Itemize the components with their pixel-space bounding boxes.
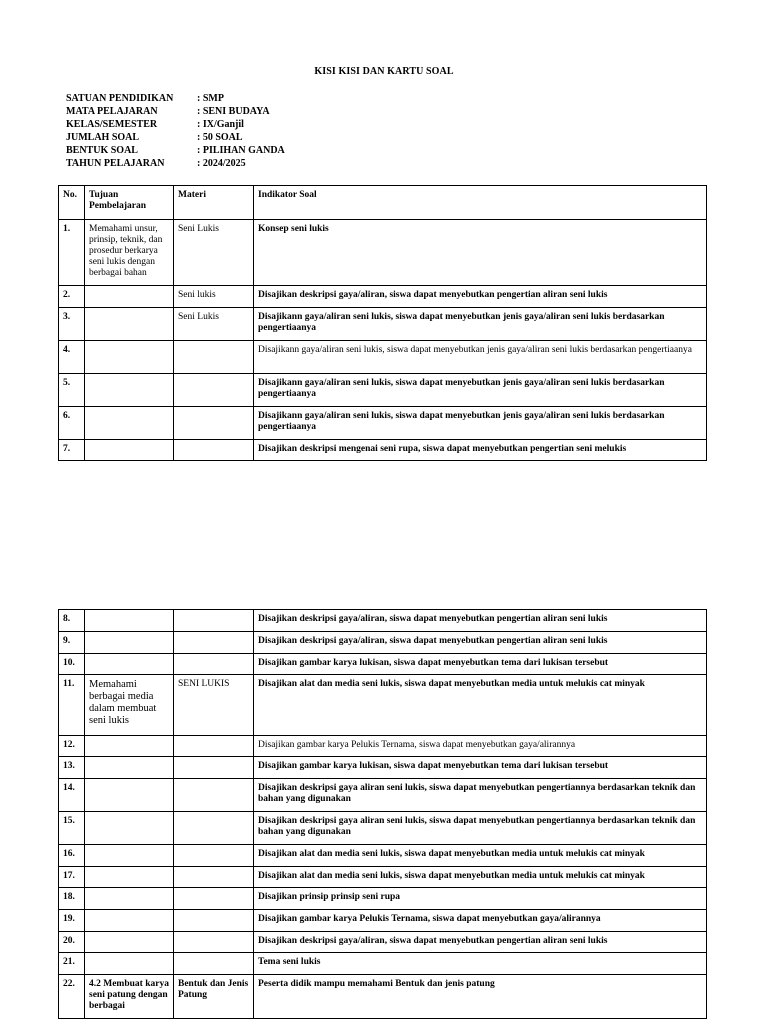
cell-indikator: Disajikan deskripsi gaya/aliran, siswa dapat menyebutkan pengertian aliran seni lukis [254, 932, 707, 953]
meta-label: TAHUN PELAJARAN [66, 158, 165, 169]
meta-value: : SMP [197, 93, 224, 104]
cell-indikator: Disajikann gaya/aliran seni lukis, siswa dapat menyebutkan jenis gaya/aliran seni lukis berdasarkan pengertiaanya [254, 341, 707, 374]
header-tujuan: Tujuan Pembelajaran [85, 186, 174, 220]
cell-tujuan [85, 374, 174, 407]
table-row [59, 953, 707, 975]
cell-tujuan [85, 779, 174, 812]
cell-no: 2. [59, 286, 85, 308]
cell-indikator: Disajikan gambar karya lukisan, siswa dapat menyebutkan tema dari lukisan tersebut [254, 757, 707, 779]
meta-label: BENTUK SOAL [66, 145, 138, 156]
cell-materi [174, 654, 254, 675]
table-row [59, 888, 707, 910]
cell-no: 19. [59, 910, 85, 932]
meta-row [66, 131, 285, 144]
table-row [59, 932, 707, 953]
meta-row [66, 105, 285, 118]
table-row [59, 374, 707, 407]
cell-no: 20. [59, 932, 85, 953]
table-row [59, 675, 707, 736]
cell-tujuan [85, 953, 174, 975]
cell-tujuan: 4.2 Membuat karya seni patung dengan berbagai [85, 975, 174, 1019]
cell-no: 7. [59, 440, 85, 461]
cell-tujuan [85, 407, 174, 440]
meta-label: JUMLAH SOAL [66, 132, 140, 143]
cell-no: 13. [59, 757, 85, 779]
cell-indikator: Disajikan deskripsi gaya aliran seni lukis, siswa dapat menyebutkan pengertiannya berdasarkan teknik dan bahan yang digunakan [254, 779, 707, 812]
meta-row [66, 118, 285, 131]
cell-tujuan [85, 888, 174, 910]
cell-tujuan [85, 736, 174, 757]
cell-materi [174, 953, 254, 975]
meta-row [66, 157, 285, 170]
meta-value: : 2024/2025 [197, 158, 246, 169]
cell-no: 5. [59, 374, 85, 407]
meta-value: : 50 SOAL [197, 132, 243, 143]
cell-indikator: Disajikann gaya/aliran seni lukis, siswa dapat menyebutkan jenis gaya/aliran seni lukis berdasarkan pengertiaanya [254, 308, 707, 341]
cell-indikator: Disajikan gambar karya Pelukis Ternama, siswa dapat menyebutkan gaya/alirannya [254, 736, 707, 757]
cell-materi [174, 910, 254, 932]
cell-tujuan: Memahami unsur, prinsip, teknik, dan prosedur berkarya seni lukis dengan berbagai bahan [85, 220, 174, 286]
cell-materi [174, 610, 254, 632]
table-row [59, 757, 707, 779]
table-row [59, 220, 707, 286]
cell-materi [174, 407, 254, 440]
cell-materi [174, 757, 254, 779]
cell-no: 18. [59, 888, 85, 910]
table-row [59, 736, 707, 757]
cell-indikator: Disajikan gambar karya lukisan, siswa dapat menyebutkan tema dari lukisan tersebut [254, 654, 707, 675]
meta-row [66, 144, 285, 157]
cell-tujuan [85, 341, 174, 374]
cell-indikator: Disajikan deskripsi gaya/aliran, siswa dapat menyebutkan pengertian aliran seni lukis [254, 632, 707, 654]
meta-value: : SENI BUDAYA [197, 106, 270, 117]
cell-materi [174, 440, 254, 461]
cell-tujuan [85, 932, 174, 953]
cell-materi: Seni Lukis [174, 220, 254, 286]
cell-tujuan [85, 654, 174, 675]
cell-materi [174, 632, 254, 654]
meta-label: SATUAN PENDIDIKAN [66, 93, 174, 104]
cell-tujuan [85, 910, 174, 932]
cell-materi [174, 374, 254, 407]
cell-materi [174, 867, 254, 888]
cell-no: 16. [59, 845, 85, 867]
cell-indikator: Tema seni lukis [254, 953, 707, 975]
cell-indikator: Disajikan alat dan media seni lukis, siswa dapat menyebutkan media untuk melukis cat minyak [254, 845, 707, 867]
table-row [59, 440, 707, 461]
table-row [59, 867, 707, 888]
meta-value: : IX/Ganjil [197, 119, 244, 130]
table-row [59, 779, 707, 812]
table-row [59, 845, 707, 867]
kisi-kisi-table-page2 [58, 609, 707, 1019]
table-row [59, 341, 707, 374]
cell-tujuan [85, 286, 174, 308]
cell-no: 14. [59, 779, 85, 812]
cell-indikator: Disajikann gaya/aliran seni lukis, siswa dapat menyebutkan jenis gaya/aliran seni lukis berdasarkan pengertiaanya [254, 374, 707, 407]
cell-no: 12. [59, 736, 85, 757]
cell-no: 3. [59, 308, 85, 341]
table-row [59, 910, 707, 932]
cell-materi [174, 779, 254, 812]
meta-label: KELAS/SEMESTER [66, 119, 158, 130]
meta-row [66, 92, 285, 105]
table-row [59, 654, 707, 675]
cell-materi [174, 932, 254, 953]
cell-no: 4. [59, 341, 85, 374]
header-indikator: Indikator Soal [254, 186, 707, 220]
table-row [59, 407, 707, 440]
table-header-row [59, 186, 707, 220]
cell-tujuan: Memahami berbagai media dalam membuat seni lukis [85, 675, 174, 736]
cell-no: 6. [59, 407, 85, 440]
cell-indikator: Disajikan deskripsi mengenai seni rupa, siswa dapat menyebutkan pengertian seni melukis [254, 440, 707, 461]
cell-indikator: Disajikan deskripsi gaya/aliran, siswa dapat menyebutkan pengertian aliran seni lukis [254, 286, 707, 308]
document-meta [66, 92, 285, 170]
header-no: No. [59, 186, 85, 220]
meta-value: : PILIHAN GANDA [197, 145, 285, 156]
header-materi: Materi [174, 186, 254, 220]
cell-indikator: Disajikan gambar karya Pelukis Ternama, siswa dapat menyebutkan gaya/alirannya [254, 910, 707, 932]
cell-no: 21. [59, 953, 85, 975]
table-row [59, 975, 707, 1019]
cell-tujuan [85, 610, 174, 632]
cell-materi: Seni lukis [174, 286, 254, 308]
cell-indikator: Disajikan prinsip prinsip seni rupa [254, 888, 707, 910]
cell-tujuan [85, 757, 174, 779]
cell-no: 22. [59, 975, 85, 1019]
cell-materi: Bentuk dan Jenis Patung [174, 975, 254, 1019]
cell-indikator: Disajikann gaya/aliran seni lukis, siswa dapat menyebutkan jenis gaya/aliran seni lukis berdasarkan pengertiaanya [254, 407, 707, 440]
table-row [59, 286, 707, 308]
cell-indikator: Disajikan deskripsi gaya/aliran, siswa dapat menyebutkan pengertian aliran seni lukis [254, 610, 707, 632]
cell-indikator: Disajikan alat dan media seni lukis, siswa dapat menyebutkan media untuk melukis cat minyak [254, 867, 707, 888]
cell-materi: SENI LUKIS [174, 675, 254, 736]
cell-tujuan [85, 440, 174, 461]
kisi-kisi-table-page1 [58, 185, 707, 461]
cell-materi [174, 845, 254, 867]
cell-indikator: Konsep seni lukis [254, 220, 707, 286]
cell-no: 9. [59, 632, 85, 654]
cell-materi [174, 888, 254, 910]
cell-no: 8. [59, 610, 85, 632]
table-row [59, 610, 707, 632]
cell-materi [174, 812, 254, 845]
document-title: KISI KISI DAN KARTU SOAL [314, 66, 454, 77]
cell-materi [174, 736, 254, 757]
table-row [59, 812, 707, 845]
cell-no: 1. [59, 220, 85, 286]
cell-indikator: Peserta didik mampu memahami Bentuk dan jenis patung [254, 975, 707, 1019]
cell-tujuan [85, 632, 174, 654]
table-row [59, 308, 707, 341]
meta-label: MATA PELAJARAN [66, 106, 158, 117]
cell-indikator: Disajikan alat dan media seni lukis, siswa dapat menyebutkan media untuk melukis cat minyak [254, 675, 707, 736]
table-row [59, 632, 707, 654]
cell-materi: Seni Lukis [174, 308, 254, 341]
cell-tujuan [85, 812, 174, 845]
cell-no: 17. [59, 867, 85, 888]
cell-no: 10. [59, 654, 85, 675]
cell-no: 11. [59, 675, 85, 736]
cell-tujuan [85, 845, 174, 867]
cell-materi [174, 341, 254, 374]
cell-no: 15. [59, 812, 85, 845]
cell-indikator: Disajikan deskripsi gaya aliran seni lukis, siswa dapat menyebutkan pengertiannya berdasarkan teknik dan bahan yang digunakan [254, 812, 707, 845]
cell-tujuan [85, 308, 174, 341]
cell-tujuan [85, 867, 174, 888]
